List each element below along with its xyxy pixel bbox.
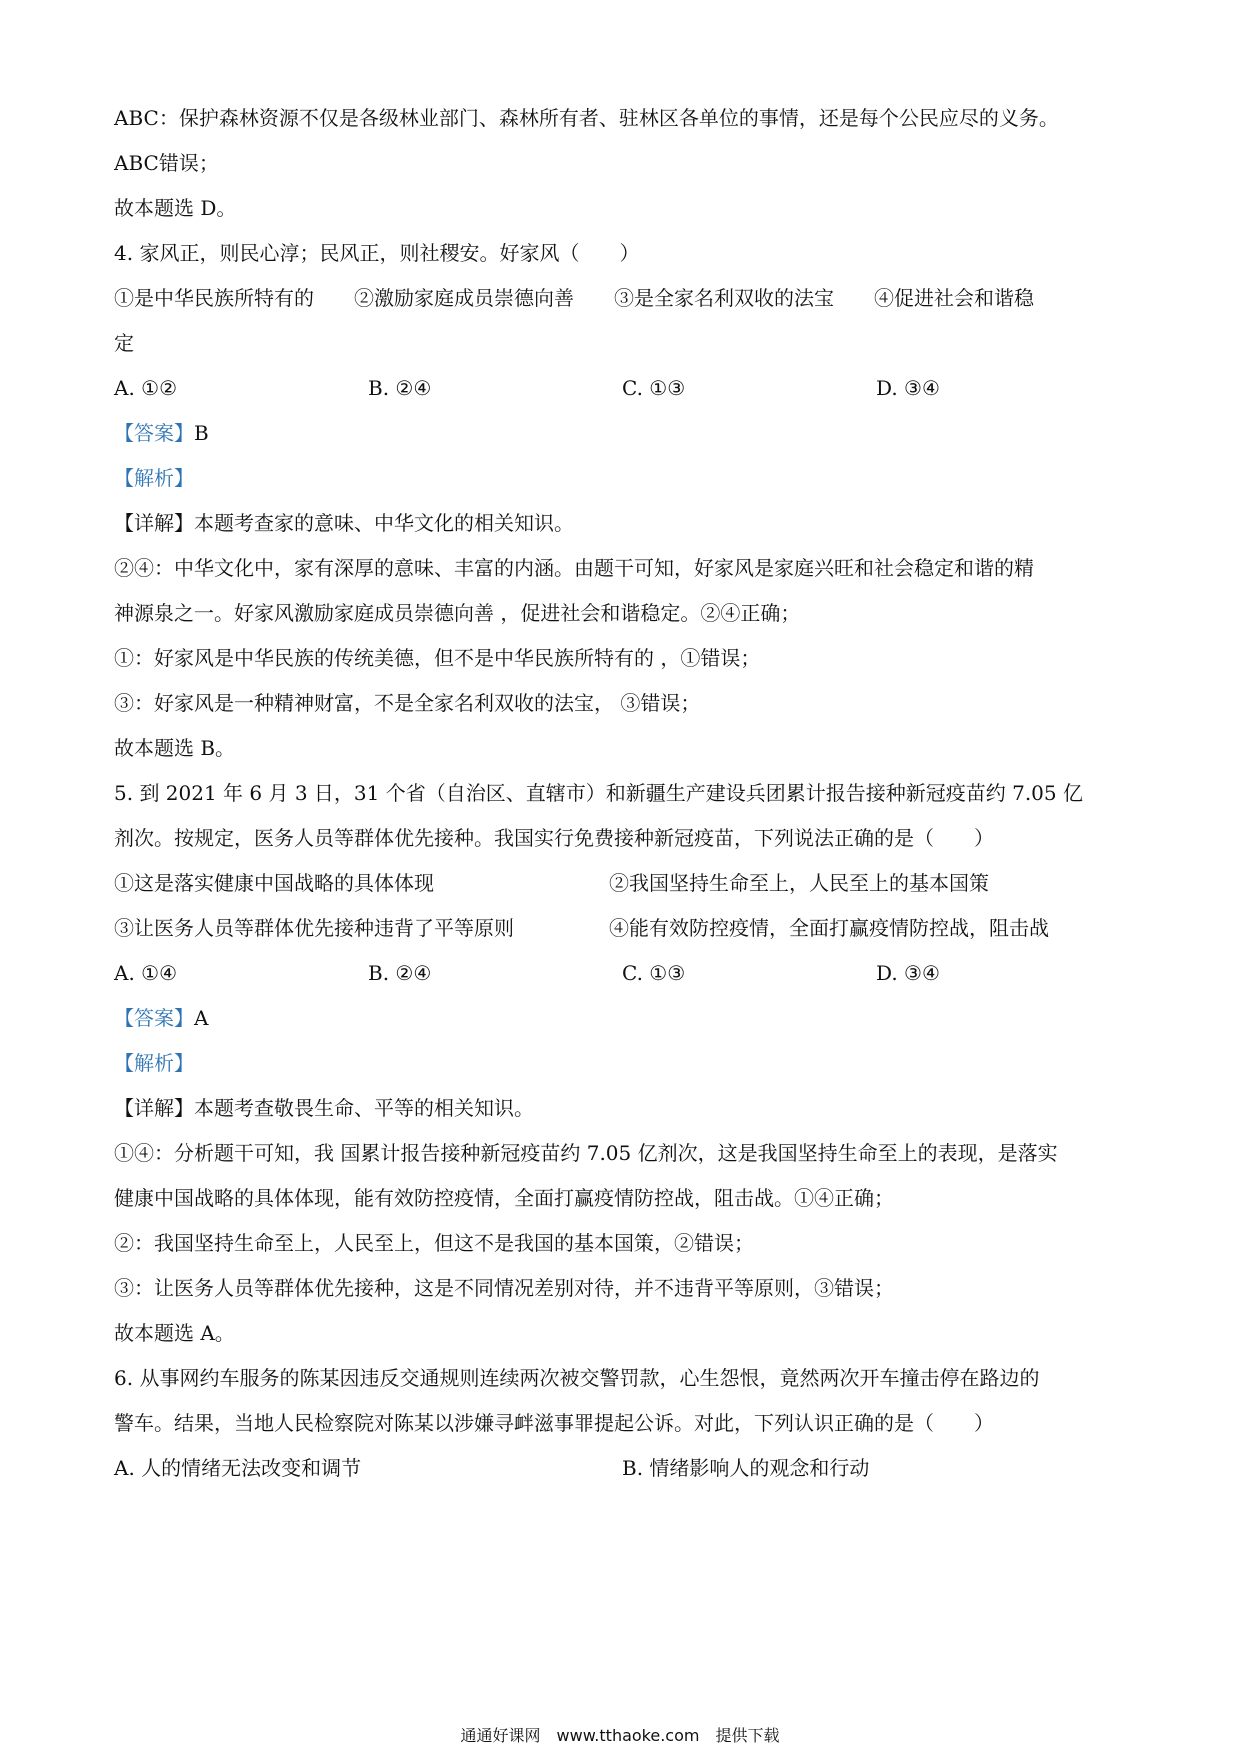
option-a: A. ①④ bbox=[114, 961, 178, 985]
answer-tag: 【答案】 bbox=[114, 421, 194, 445]
statement-3: ③让医务人员等群体优先接种违背了平等原则 bbox=[114, 916, 514, 940]
text-line: ABC：保护森林资源不仅是各级林业部门、森林所有者、驻林区各单位的事情，还是每个公民应尽的义务。 bbox=[114, 106, 1059, 130]
detail-tag: 【详解】 bbox=[114, 1096, 194, 1120]
question-4-statements: ①是中华民族所特有的 ②激励家庭成员崇德向善 ③是全家名利双收的法宝 ④促进社会和谐稳 bbox=[114, 286, 1034, 310]
detail-tag: 【详解】 bbox=[114, 511, 194, 535]
option-d: D. ③④ bbox=[876, 961, 940, 985]
detail-intro: 本题考查家的意味、中华文化的相关知识。 bbox=[194, 511, 574, 535]
question-5-analysis bbox=[114, 1049, 1140, 1077]
question-4-stem: 4. 家风正，则民心淳；民风正，则社稷安。好家风（ ） bbox=[114, 241, 640, 265]
explanation-line: ②：我国坚持生命至上，人民至上，但这不是我国的基本国策，②错误； bbox=[114, 1231, 754, 1255]
statement-4: ④能有效防控疫情，全面打赢疫情防控战，阻击战 bbox=[609, 916, 1049, 940]
question-6-stem-cont: 警车。结果，当地人民检察院对陈某以涉嫌寻衅滋事罪提起公诉。对此，下列认识正确的是（ ） bbox=[114, 1411, 994, 1435]
statement-2: ②我国坚持生命至上，人民至上的基本国策 bbox=[609, 871, 989, 895]
detail-intro: 本题考查敬畏生命、平等的相关知识。 bbox=[194, 1096, 534, 1120]
explanation-line: ②④：中华文化中，家有深厚的意味、丰富的内涵。由题干可知，好家风是家庭兴旺和社会稳定和谐的精 bbox=[114, 556, 1034, 580]
explanation-line: ③：让医务人员等群体优先接种，这是不同情况差别对待，并不违背平等原则，③错误； bbox=[114, 1276, 894, 1300]
option-a: A. ①② bbox=[114, 376, 178, 400]
answer-value: B bbox=[194, 421, 209, 445]
option-b: B. ②④ bbox=[368, 961, 432, 985]
question-5-stem: 5. 到 2021 年 6 月 3 日，31 个省（自治区、直辖市）和新疆生产建设兵团累计报告接种新冠疫苗约 7.05 亿 bbox=[114, 781, 1083, 805]
question-4-analysis bbox=[114, 464, 1140, 492]
statement-1: ①这是落实健康中国战略的具体体现 bbox=[114, 871, 434, 895]
explanation-line: ①④：分析题干可知，我 国累计报告接种新冠疫苗约 7.05 亿剂次，这是我国坚持生命至上的表现，是落实 bbox=[114, 1141, 1058, 1165]
option-b: B. 情绪影响人的观念和行动 bbox=[622, 1456, 870, 1480]
question-4-detail bbox=[114, 509, 1140, 537]
option-a: A. 人的情绪无法改变和调节 bbox=[114, 1456, 362, 1480]
question-4-answer bbox=[114, 419, 1140, 447]
option-c: C. ①③ bbox=[622, 376, 686, 400]
answer-value: A bbox=[194, 1006, 209, 1030]
option-c: C. ①③ bbox=[622, 961, 686, 985]
question-5-detail bbox=[114, 1094, 1140, 1122]
question-4-statements-cont: 定 bbox=[114, 331, 134, 355]
explanation-line: 健康中国战略的具体体现，能有效防控疫情，全面打赢疫情防控战，阻击战。①④正确； bbox=[114, 1186, 894, 1210]
option-d: D. ③④ bbox=[876, 376, 940, 400]
explanation-line: 神源泉之一。好家风激励家庭成员崇德向善 ，促进社会和谐稳定。②④正确； bbox=[114, 601, 801, 625]
question-5-stem-cont: 剂次。按规定，医务人员等群体优先接种。我国实行免费接种新冠疫苗，下列说法正确的是（ ） bbox=[114, 826, 994, 850]
text-line: ABC错误； bbox=[114, 151, 219, 175]
question-5-answer bbox=[114, 1004, 1140, 1032]
analysis-tag: 【解析】 bbox=[114, 466, 194, 490]
page-footer: 通通好课网 www.tthaoke.com 提供下载 bbox=[460, 1726, 780, 1745]
explanation-line: 故本题选 A。 bbox=[114, 1321, 235, 1345]
explanation-line: ③：好家风是一种精神财富，不是全家名利双收的法宝， ③错误； bbox=[114, 691, 701, 715]
question-6-stem: 6. 从事网约车服务的陈某因违反交通规则连续两次被交警罚款，心生怨恨，竟然两次开车撞击停在路边的 bbox=[114, 1366, 1040, 1390]
analysis-tag: 【解析】 bbox=[114, 1051, 194, 1075]
option-b: B. ②④ bbox=[368, 376, 432, 400]
explanation-line: 故本题选 B。 bbox=[114, 736, 236, 760]
explanation-line: ①：好家风是中华民族的传统美德，但不是中华民族所特有的 ，①错误； bbox=[114, 646, 761, 670]
text-line: 故本题选 D。 bbox=[114, 196, 237, 220]
answer-tag: 【答案】 bbox=[114, 1006, 194, 1030]
